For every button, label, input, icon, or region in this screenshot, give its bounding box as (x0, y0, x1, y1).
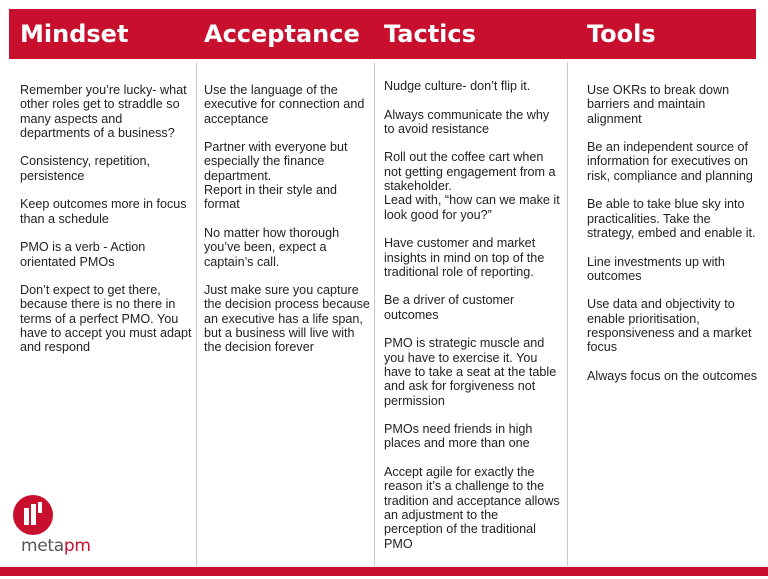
list-item: Always focus on the outcomes (587, 368, 758, 383)
list-item: Consistency, repetition, persistence (20, 154, 150, 183)
column-tools (587, 83, 759, 579)
list-item: Use data and objectivity to enable prioritisation, responsiveness and a market focus (587, 297, 752, 355)
column-acceptance (204, 83, 372, 579)
heading-acceptance: Acceptance (204, 20, 360, 48)
list-item: Line investments up with outcomes (587, 254, 725, 283)
list-item: Roll out the coffee cart when not getting engagement from a stakeholder. Lead with, “how can we make it look good for you?” (384, 150, 560, 222)
header-bar (9, 9, 756, 59)
list-item: Remember you’re lucky- what other roles get to straddle so many aspects and departments of a business? (20, 83, 187, 140)
list-item: No matter how thorough you’ve been, expect a captain’s call. (204, 225, 340, 269)
list-item: Always communicate the why to avoid resistance (384, 107, 550, 136)
column-divider (374, 62, 375, 566)
list-item: Partner with everyone but especially the finance department. Report in their style and format (204, 140, 348, 212)
list-item: Use OKRs to break down barriers and maintain alignment (587, 83, 730, 126)
list-item: Be able to take blue sky into practicalities. Take the strategy, embed and enable it. (587, 197, 756, 240)
column-divider (567, 62, 568, 566)
list-item: PMO is strategic muscle and you have to exercise it. You have to take a seat at the table and ask for forgiveness not permission (384, 336, 557, 408)
list-item: Use the language of the executive for connection and acceptance (204, 83, 365, 126)
logo-text-meta: meta (21, 536, 64, 556)
heading-tactics: Tactics (384, 20, 476, 48)
heading-mindset: Mindset (20, 20, 129, 48)
list-item: PMO is a verb - Action orientated PMOs (20, 240, 146, 269)
list-item: PMOs need friends in high places and more than one (384, 422, 533, 451)
list-item: Just make sure you capture the decision process because an executive has a life span, but a business will live with the decision forever (204, 283, 370, 355)
logo-wordmark (21, 536, 91, 556)
list-item: Be an independent source of information for executives on risk, compliance and planning (587, 140, 753, 183)
heading-tools: Tools (587, 20, 656, 48)
column-divider (196, 62, 197, 566)
column-tactics (384, 79, 560, 575)
list-item: Keep outcomes more in focus than a schedule (20, 197, 187, 226)
list-item: Have customer and market insights in mind on top of the traditional role of reporting. (384, 236, 545, 279)
list-item: Accept agile for exactly the reason it’s a challenge to the tradition and acceptance allows an adjustment to the perception of the traditional PMO (384, 465, 560, 551)
logo-text-pm: pm (63, 536, 91, 556)
list-item: Be a driver of customer outcomes (384, 293, 515, 322)
bottom-bar (0, 567, 768, 576)
list-item: Nudge culture- don’t flip it. (384, 79, 531, 93)
list-item: Don’t expect to get there, because there is no there in terms of a perfect PMO. You have to accept you must adapt and respond (20, 283, 192, 355)
